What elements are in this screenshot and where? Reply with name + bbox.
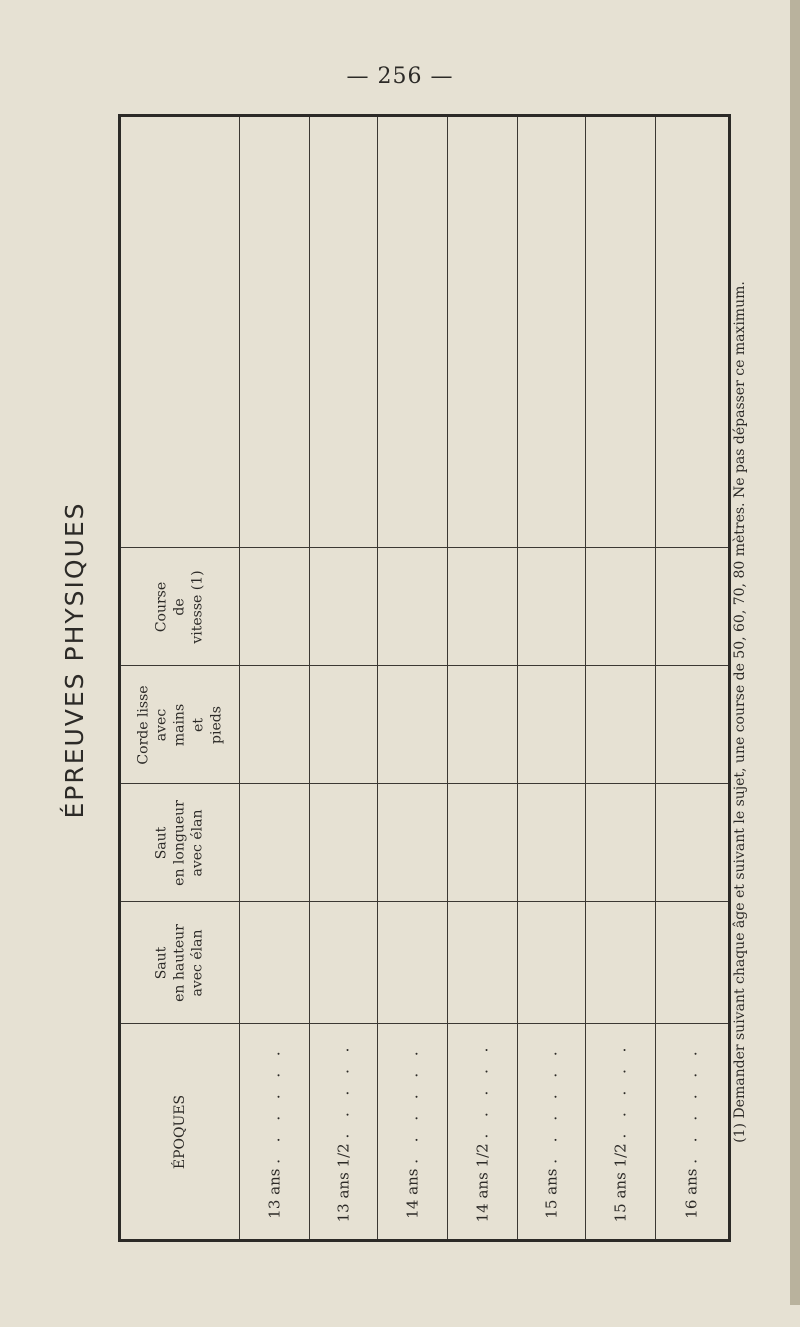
leader-dots: . . . . . — [472, 1041, 491, 1139]
age-label: 14 ans 1/2 — [472, 1142, 491, 1222]
blank-cell — [518, 116, 586, 548]
entry-cell[interactable] — [656, 666, 730, 784]
age-label-cell — [518, 1024, 586, 1241]
entry-cell[interactable] — [586, 548, 656, 666]
page-side-title: ÉPREUVES PHYSIQUES — [60, 501, 89, 819]
age-label: 14 ans — [402, 1168, 421, 1219]
header-epoques-text: ÉPOQUES — [171, 1094, 188, 1169]
age-label: 15 ans — [541, 1168, 560, 1219]
age-label-cell — [378, 1024, 448, 1241]
header-saut-hauteur-line: avec élan — [190, 929, 207, 996]
header-corde-line: mains — [171, 703, 188, 746]
performance-table — [118, 114, 731, 1242]
header-saut-longueur-line: Saut — [153, 826, 170, 859]
page-number: — 256 — — [346, 64, 454, 89]
entry-cell[interactable] — [518, 902, 586, 1024]
table-row-epoques — [120, 1024, 730, 1241]
table-row-saut-hauteur — [120, 902, 730, 1024]
leader-dots: . . . . . . — [402, 1044, 421, 1164]
header-corde-line: et — [190, 717, 207, 732]
header-saut-hauteur-line: Saut — [153, 946, 170, 979]
leader-dots: . . . . . . — [682, 1044, 701, 1164]
entry-cell[interactable] — [378, 548, 448, 666]
age-label: 13 ans — [264, 1168, 283, 1219]
table-row-blank — [120, 116, 730, 548]
entry-cell[interactable] — [240, 784, 310, 902]
blank-cell — [310, 116, 378, 548]
entry-cell[interactable] — [378, 902, 448, 1024]
entry-cell[interactable] — [656, 902, 730, 1024]
age-label-cell — [586, 1024, 656, 1241]
leader-dots: . . . . . — [333, 1041, 352, 1139]
header-saut-hauteur — [120, 902, 240, 1024]
page-edge — [790, 0, 800, 1305]
table-row-saut-longueur — [120, 784, 730, 902]
header-saut-longueur-line: en longueur — [171, 799, 188, 886]
entry-cell[interactable] — [448, 548, 518, 666]
entry-cell[interactable] — [378, 784, 448, 902]
age-label-cell — [240, 1024, 310, 1241]
blank-cell — [240, 116, 310, 548]
entry-cell[interactable] — [518, 666, 586, 784]
header-corde — [120, 666, 240, 784]
entry-cell[interactable] — [310, 666, 378, 784]
header-saut-longueur-line: avec élan — [190, 809, 207, 876]
entry-cell[interactable] — [310, 784, 378, 902]
entry-cell[interactable] — [518, 784, 586, 902]
entry-cell[interactable] — [310, 548, 378, 666]
entry-cell[interactable] — [240, 666, 310, 784]
age-label-cell — [310, 1024, 378, 1241]
entry-cell[interactable] — [586, 902, 656, 1024]
header-corde-line: pieds — [208, 705, 225, 744]
entry-cell[interactable] — [448, 666, 518, 784]
footnote: (1) Demander suivant chaque âge et suivant le sujet, une course de 50, 60, 70, 80 mètres. Ne pas dépasser ce maximum. — [732, 281, 748, 1143]
table-row-course — [120, 548, 730, 666]
header-course — [120, 548, 240, 666]
leader-dots: . . . . . — [610, 1041, 629, 1139]
blank-cell — [378, 116, 448, 548]
entry-cell[interactable] — [378, 666, 448, 784]
entry-cell[interactable] — [656, 548, 730, 666]
header-corde-line: avec — [153, 708, 170, 741]
header-saut-longueur — [120, 784, 240, 902]
header-corde-line: Corde lisse — [135, 684, 152, 765]
header-saut-hauteur-line: en hauteur — [171, 923, 188, 1002]
entry-cell[interactable] — [240, 548, 310, 666]
header-blank-cell — [120, 116, 240, 548]
header-epoques — [120, 1024, 240, 1241]
age-label: 15 ans 1/2 — [610, 1142, 629, 1222]
age-label-cell — [448, 1024, 518, 1241]
entry-cell[interactable] — [448, 784, 518, 902]
blank-cell — [656, 116, 730, 548]
header-course-line: vitesse (1) — [190, 569, 207, 644]
blank-cell — [586, 116, 656, 548]
entry-cell[interactable] — [518, 548, 586, 666]
age-label: 13 ans 1/2 — [333, 1142, 352, 1222]
blank-cell — [448, 116, 518, 548]
entry-cell[interactable] — [240, 902, 310, 1024]
entry-cell[interactable] — [656, 784, 730, 902]
age-label-cell — [656, 1024, 730, 1241]
leader-dots: . . . . . . — [264, 1044, 283, 1164]
entry-cell[interactable] — [586, 784, 656, 902]
entry-cell[interactable] — [310, 902, 378, 1024]
entry-cell[interactable] — [448, 902, 518, 1024]
leader-dots: . . . . . . — [541, 1044, 560, 1164]
header-course-line: Course — [153, 581, 170, 632]
table-row-corde — [120, 666, 730, 784]
header-course-line: de — [171, 597, 188, 616]
age-label: 16 ans — [682, 1168, 701, 1219]
entry-cell[interactable] — [586, 666, 656, 784]
